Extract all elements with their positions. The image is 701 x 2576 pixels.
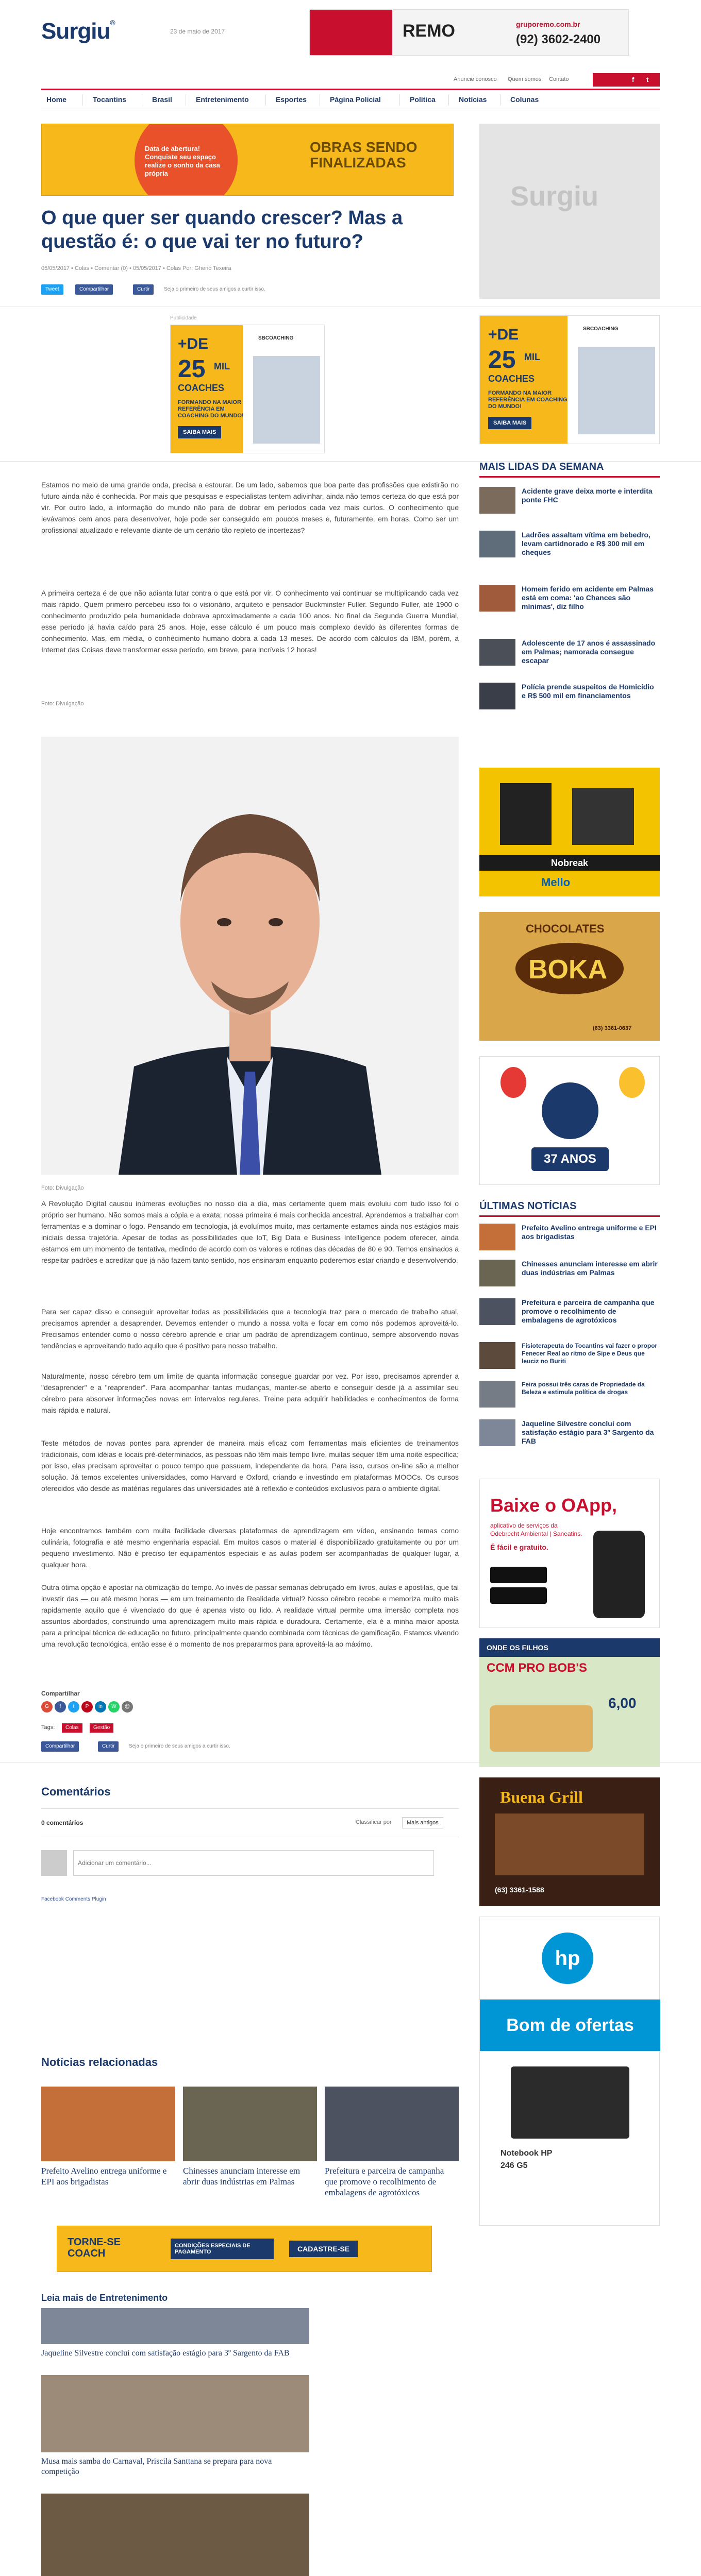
entertainment-item[interactable] [41, 2308, 299, 2359]
remo-logo: REMO [403, 21, 455, 41]
comments-box [41, 1808, 459, 1937]
sort-select[interactable]: Mais antigos [402, 1817, 443, 1828]
nav-divider [82, 94, 83, 106]
ad-label: Publicidade [170, 315, 197, 321]
related-card[interactable] [325, 2087, 459, 2198]
article-paragraph: Teste métodos de novas pontes para aprender de maneira mais eficaz com ferramentas mais eficientes de treinamentos tradicionais, com idéias e locais pré-determinados, as pessoas não têm mais tempo livre, muitas sequer têm uma noite específica; por isso, elas precisam aproveitar o pouco tempo que possuem, independente da hora. Para isso, cursos on-line são a melhor solução. Já temos excelentes universidades, como Harvard e Oxford, criando e investindo em plataformas MOOCs. Os cursos oferecidos vão desde as matérias regulares das universidades até à reflexão e conteúdos exclusivos para o ambiente digital. [41, 1439, 459, 1493]
latest-news-item[interactable] [479, 1419, 660, 1450]
nav-politica[interactable]: Política [410, 95, 436, 104]
top-ad-left-text: Data de abertura! Conquiste seu espaço realize o sonho da casa própria [145, 145, 220, 177]
facebook-share-icon[interactable]: f [55, 1701, 66, 1713]
entertainment-title: Leia mais de Entretenimento [41, 2293, 168, 2303]
compartilhar-button[interactable]: Compartilhar [75, 284, 113, 295]
ad-tagline: FORMANDO NA MAIOR REFERÊNCIA EM COACHING DO MUNDO! [488, 390, 568, 410]
hp-logo-icon: hp [542, 1933, 593, 1984]
oapp-title: Baixe o OApp, [490, 1495, 617, 1516]
anniversary-ad[interactable] [479, 1056, 660, 1185]
facebook-plugin-label[interactable]: Facebook Comments Plugin [41, 1896, 106, 1902]
remo-phone: (92) 3602-2400 [516, 32, 601, 46]
latest-news-thumb [479, 1342, 515, 1369]
share-count-note: Seja o primeiro de seus amigos a curtir isso. [129, 1743, 230, 1749]
nav-brasil[interactable]: Brasil [152, 95, 172, 104]
article-paragraph: Para ser capaz disso e conseguir aproveitar todas as possibilidades que a tecnologia traz para o mercado de trabalho atual, precisamos aprender a desaprender. Devemos entender o mundo a nossa volta e focar em como nós podemos aproveitá-lo. Precisamos entender como o nosso cérebro aprende e criar um padrão de aprendizagem contínuo, sempre absorvendo novas tendências e aproveitando tudo aquilo que é positivo para nosso trabalho. [41, 1308, 459, 1350]
hp-product: Notebook HP [500, 2149, 553, 2158]
related-image [41, 2087, 175, 2161]
buena-grill-logo: Buena Grill [500, 1788, 583, 1806]
food-image [490, 1705, 593, 1752]
ccm-bobs-ad[interactable] [479, 1638, 660, 1767]
nobreak-product [572, 788, 634, 845]
most-read-thumb [479, 683, 515, 709]
nav-entretenimento[interactable]: Entretenimento [196, 95, 249, 104]
ad-saiba-mais-button[interactable]: SAIBA MAIS [488, 417, 531, 429]
notebook-image [511, 2066, 629, 2139]
hp-model: 246 G5 [500, 2161, 528, 2170]
tweet-button[interactable]: Tweet [41, 284, 63, 295]
latest-news-item[interactable] [479, 1342, 660, 1373]
google-plus-icon[interactable]: G [41, 1701, 53, 1713]
nobreak-ad[interactable] [479, 768, 660, 896]
ccm-bobs-price: 6,00 [608, 1695, 637, 1711]
article-title: O que quer ser quando crescer? Mas a questão é: o que vai ter no futuro? [41, 207, 403, 252]
most-read-thumb [479, 639, 515, 666]
phone-graphic [593, 1531, 645, 1618]
social-links [593, 73, 660, 87]
latest-news-item[interactable] [479, 1260, 660, 1291]
latest-news-thumb [479, 1381, 515, 1408]
school-badge [542, 1082, 598, 1139]
google-play-badge[interactable] [490, 1567, 547, 1583]
latest-news-title-text[interactable]: Prefeito Avelino entrega uniforme e EPI aos brigadistas [522, 1224, 657, 1241]
ad-mil: MIL [524, 352, 540, 362]
ad-mil: MIL [214, 361, 230, 371]
hp-ad[interactable] [479, 1917, 660, 2226]
tags-row [41, 1723, 196, 1733]
remo-banner-image [310, 10, 392, 56]
comments-count: 0 comentários [41, 1819, 84, 1826]
buena-grill-phone: (63) 3361-1588 [495, 1886, 544, 1894]
most-read-title: MAIS LIDAS DA SEMANA [479, 461, 660, 478]
related-title-text[interactable]: Chinesses anunciam interesse em abrir duas indústrias em Palmas [183, 2166, 301, 2187]
nav-tocantins[interactable]: Tocantins [93, 95, 127, 104]
related-title-text[interactable]: Prefeitura e parceira de campanha que promove o recolhimento de embalagens de agrotóxicos [325, 2166, 444, 2197]
avatar [41, 1850, 67, 1876]
nav-noticias[interactable]: Notícias [459, 95, 487, 104]
comment-input[interactable] [73, 1850, 434, 1876]
related-card[interactable] [183, 2087, 317, 2187]
article-paragraph: Naturalmente, nosso cérebro tem um limite de quanta informação consegue guardar por vez. Por isso, precisamos aprender a "desaprender" e a "reaprender". Para acompanhar tantas mudanças, manter-se aberto e conseguir desde já a assimilar seu cérebro para absorver informações novas em intervalos regulares. Treine para adquirir habilidades e conhecimentos de forma mais rápida e natural. [41, 1372, 459, 1414]
ad-coaches: COACHES [178, 383, 225, 393]
ad-tagline: FORMANDO NA MAIOR REFERÊNCIA EM COACHING DO MUNDO! [178, 399, 244, 419]
balloon-yellow [619, 1067, 645, 1098]
balloon-red [500, 1067, 526, 1098]
nobreak-product [500, 783, 552, 845]
ccm-bobs-title: ONDE OS FILHOS [479, 1638, 660, 1657]
tags-label: Tags: [41, 1724, 55, 1731]
most-read-title-text[interactable]: Acidente grave deixa morte e interdita ponte FHC [522, 487, 653, 504]
nav-home[interactable]: Home [46, 95, 66, 104]
util-link-quem-somos[interactable]: Quem somos [508, 76, 542, 82]
related-image [183, 2087, 317, 2161]
curtir-button[interactable]: Curtir [133, 284, 154, 295]
latest-news-thumb [479, 1224, 515, 1250]
nav-divider [448, 94, 449, 106]
tag-colas[interactable]: Colas [62, 1723, 82, 1733]
top-banner-ad[interactable] [41, 124, 454, 196]
top-ad-right-text: OBRAS SENDO FINALIZADAS [310, 139, 418, 171]
chocolates-ad[interactable] [479, 912, 660, 1041]
photo-caption: Foto: Divulgação [41, 701, 84, 707]
ad-coaches: COACHES [488, 374, 535, 384]
related-image [325, 2087, 459, 2161]
sort-label: Classificar por [356, 1819, 392, 1825]
nav-pagina-policial[interactable]: Página Policial [330, 95, 381, 104]
ad-brand: SBCOACHING [583, 326, 619, 332]
utility-bar [0, 72, 701, 88]
latest-news-title-text[interactable]: Fisioterapeuta do Tocantins vai fazer o propor Fenecer Real ao ritmo de Sipe e Deus que leuciz no Buriti [522, 1342, 658, 1365]
most-read-item[interactable] [479, 585, 660, 616]
latest-news-title: ÚLTIMAS NOTÍCIAS [479, 1200, 660, 1217]
latest-news-title-text[interactable]: Prefeitura e parceira de campanha que promove o recolhimento de embalagens de agrotóxicos [522, 1298, 655, 1324]
article-paragraph: A primeira certeza é de que não adianta lutar contra o que está por vir. O conhecimento vai continuar se multiplicando cada vez mais rápido. Quem primeiro percebeu isso foi o visionário, arquiteto e pensador Buckminster Fuller. Segundo Fuller, até 1900 o conhecimento produzido pela humanidade dobrava aproximadamente a cada 100 anos. No final da Segunda Guerra Mundial, esse período já havia caído para 25 anos. Hoje, esse cálculo é um pouco mais complexo devido às diferentes formas de conhecimento. Mas, em média, o conhecimento humano dobra a cada 13 meses. De acordo com cálculos da IBM, porém, a Internet das Coisas deve transformar esse período, em breve, para incríveis 12 horas! [41, 589, 459, 654]
oapp-cta: É fácil e gratuito. [490, 1543, 548, 1551]
article-meta: 05/05/2017 • Colas • Comentar (0) • 05/05/2017 • Colas Por: Gheno Texeira [41, 265, 231, 272]
site-logo[interactable]: Surgiu® [41, 19, 115, 44]
most-read-title-text[interactable]: Polícia prende suspeitos de Homicídio e R$ 500 mil em financiamentos [522, 683, 654, 700]
photo-caption: Foto: Divulgação [41, 1185, 84, 1191]
whatsapp-icon[interactable]: W [108, 1701, 120, 1713]
related-card[interactable] [41, 2087, 175, 2187]
util-link-contato[interactable]: Contato [549, 76, 569, 82]
latest-news-title-text[interactable]: Jaqueline Silvestre concluí com satisfação estágio para 3º Sargento da FAB [522, 1419, 654, 1445]
facebook-icon[interactable]: f [632, 76, 635, 83]
share-icons [41, 1701, 144, 1714]
latest-news-item[interactable] [479, 1298, 660, 1329]
sidebar-brand-box [479, 124, 660, 299]
coach-ad-text: TORNE-SE COACH [68, 2236, 121, 2259]
sidebar-brand-logo: Surgiu [510, 181, 598, 212]
share-count-row [41, 1741, 350, 1753]
portrait-illustration [41, 737, 459, 1175]
ad-photo [253, 356, 320, 444]
article-paragraph: Outra ótima opção é apostar na otimização do tempo. Ao invés de passar semanas debruçado em livros, aulas e apostilas, que tal investir das — ou até mesmo horas — em um treinamento de Realidade virtual? Nosso cérebro recebe e memoriza muito mais rapidamente aquilo que é vivenciado do que é apenas visto ou lido. A realidade virtual permite uma imersão completa nos assuntos abordados, construindo uma aprendizagem muito mais rápida e duradoura. Certamente, ela é a minha maior aposta para a principal técnica de educação no futuro, principalmente quando combinada com técnicas de gamificação. Estamos vivendo uma revolução tecnológica, então esse é o momento de nos prepararmos para aproveitá-la ao máximo. [41, 1583, 459, 1648]
most-read-thumb [479, 585, 515, 612]
oapp-sub: aplicativo de serviços da Odebrecht Ambiental | Saneatins. [490, 1522, 582, 1537]
nav-divider [399, 94, 400, 106]
nav-esportes[interactable]: Esportes [276, 95, 307, 104]
cadastre-se-button[interactable]: CADASTRE-SE [289, 2241, 358, 2257]
entertainment-title-text[interactable]: Jaqueline Silvestre concluí com satisfação estágio para 3º Sargento da FAB [41, 2349, 290, 2358]
latest-news-title-text[interactable]: Chinesses anunciam interesse em abrir duas indústrias em Palmas [522, 1260, 658, 1277]
buena-grill-image [495, 1814, 644, 1875]
anniversary-label: 37 ANOS [531, 1147, 609, 1171]
ad-brand: SBCOACHING [258, 335, 294, 341]
entertainment-image [41, 2494, 309, 2576]
linkedin-icon[interactable]: in [95, 1701, 106, 1713]
comments-title: Comentários [41, 1785, 111, 1798]
main-nav [41, 89, 660, 109]
latest-news-thumb [479, 1419, 515, 1446]
most-read-item[interactable] [479, 639, 660, 670]
ad-plus: +DE [178, 335, 209, 352]
most-read-item[interactable] [479, 531, 660, 562]
article-paragraph: Hoje encontramos também com muita facilidade diversas plataformas de aprendizagem em vídeo, ensinando temas como culinária, fotografia e até mesmo engenharia espacial. Em muitos casos o material é disponibilizado gratuitamente ou por um pequeno investimento. Não é preciso ter equipamentos especiais e as aulas podem ser acompanhadas de qualquer lugar, a qualquer hora. [41, 1527, 459, 1569]
hp-ad-title: Bom de ofertas [480, 1999, 660, 2051]
sidebar-coaching-ad[interactable] [479, 315, 660, 444]
most-read-thumb [479, 531, 515, 557]
latest-news-thumb [479, 1298, 515, 1325]
email-icon[interactable]: @ [122, 1701, 133, 1713]
top-header [0, 0, 701, 68]
share-note: Seja o primeiro de seus amigos a curtir isso. [164, 286, 265, 292]
remo-banner-ad[interactable] [309, 9, 629, 56]
most-read-title-text[interactable]: Adolescente de 17 anos é assassinado em Palmas; namorada consegue escapar [522, 639, 656, 665]
entertainment-image [41, 2308, 309, 2344]
most-read-title-text[interactable]: Homem ferido em acidente em Palmas está em coma: 'ao Chances são mínimas', diz filho [522, 585, 654, 611]
article-paragraph: A Revolução Digital causou inúmeras evoluções no nosso dia a dia, mas certamente quem mais evoluiu com tudo isso foi o próprio ser humano. Não somos mais a cópia e a exata; nossa primeira é mais conhecida ancestral. Aprendemos a trabalhar com ferramentas e a dominar o fogo. Pensando em tecnologia, já evoluímos muito, mas certamente estamos ainda nos estágios mais iniciais dessa trajetória. Apesar de todas as possibilidades que IoT, Big Data e Business Intelligence podem oferecer, ainda estamos em um momento de tentativa, medindo de acordo com os valores e rotinas das décadas de 80 e 90. Temos ensinados a respeitar padrões e acreditar que já não fazem tanto sentido, nos ensinaram enquanto poderemos estar criando e desenvolvendo. [41, 1199, 459, 1264]
latest-news-item[interactable] [479, 1381, 660, 1412]
entertainment-title-text[interactable]: Musa mais samba do Carnaval, Priscila Santtana se prepara para nova competição [41, 2457, 272, 2476]
latest-news-thumb [479, 1260, 515, 1286]
related-title-text[interactable]: Prefeito Avelino entrega uniforme e EPI aos brigadistas [41, 2166, 167, 2187]
chocolates-phone: (63) 3361-0637 [593, 1025, 632, 1031]
coach-ad-middle: CONDIÇÕES ESPECIAIS DE PAGAMENTO [171, 2239, 274, 2259]
twitter-share-icon[interactable]: t [68, 1701, 79, 1713]
ad-number: 25 [178, 355, 206, 383]
compartilhar-button[interactable]: Compartilhar [41, 1741, 79, 1752]
mello-logo: Mello [541, 876, 571, 889]
nobreak-label: Nobreak [479, 855, 660, 871]
curtir-button[interactable]: Curtir [98, 1741, 119, 1752]
ad-saiba-mais-button[interactable]: SAIBA MAIS [178, 426, 221, 438]
buena-grill-ad[interactable] [479, 1777, 660, 1906]
article-paragraph: Estamos no meio de uma grande onda, precisa a estourar. De um lado, sabemos que boa parte das profissões que existirão no futuro ainda não é conhecida. Por mais que pesquisas e especialistas tentem adivinhar, ainda não temos certeza do que está por vir. Por outro lado, a informação do mundo não para de dobrar em períodos cada vez mais curtos. O conhecimento que levávamos cem anos para desenvolver, hoje pode ser conseguido em poucos meses e, futuramente, em horas. Como ser um profissional atualizado e relevante diante de um cenário tão repleto de incertezas? [41, 481, 459, 534]
share-title: Compartilhar [41, 1690, 80, 1697]
ad-plus: +DE [488, 326, 519, 343]
pinterest-icon[interactable]: P [81, 1701, 93, 1713]
latest-news-item[interactable] [479, 1224, 660, 1255]
chocolates-title: CHOCOLATES [526, 922, 605, 935]
app-store-badge[interactable] [490, 1587, 547, 1604]
most-read-item[interactable] [479, 487, 660, 518]
latest-news-title-text[interactable]: Feira possui três caras de Propriedade da Beleza e estimula política de drogas [522, 1381, 645, 1396]
most-read-item[interactable] [479, 683, 660, 714]
coach-banner-ad[interactable] [57, 2226, 432, 2272]
oapp-ad[interactable] [479, 1479, 660, 1628]
current-date: 23 de maio de 2017 [170, 28, 225, 35]
ccm-bobs-brand: CCM PRO BOB'S [487, 1661, 588, 1675]
article-portrait-photo [41, 737, 459, 1175]
ad-number: 25 [488, 346, 516, 374]
remo-url: gruporemo.com.br [516, 20, 580, 28]
related-title: Notícias relacionadas [41, 2056, 158, 2069]
entertainment-image [41, 2375, 309, 2452]
most-read-thumb [479, 487, 515, 514]
entertainment-item[interactable] [41, 2494, 299, 2576]
ad-photo [578, 347, 655, 434]
nav-divider [265, 94, 266, 106]
util-link-anuncie[interactable]: Anuncie conosco [454, 76, 497, 82]
entertainment-item[interactable] [41, 2375, 299, 2477]
nav-colunas[interactable]: Colunas [510, 95, 539, 104]
twitter-icon[interactable]: t [646, 76, 649, 83]
chocolates-brand: BOKA [528, 955, 608, 985]
tag-gestao[interactable]: Gestão [90, 1723, 113, 1733]
coaching-inline-ad[interactable] [170, 325, 325, 453]
most-read-title-text[interactable]: Ladrões assaltam vítima em bebedro, levam cartidnorado e R$ 300 mil em cheques [522, 531, 650, 556]
